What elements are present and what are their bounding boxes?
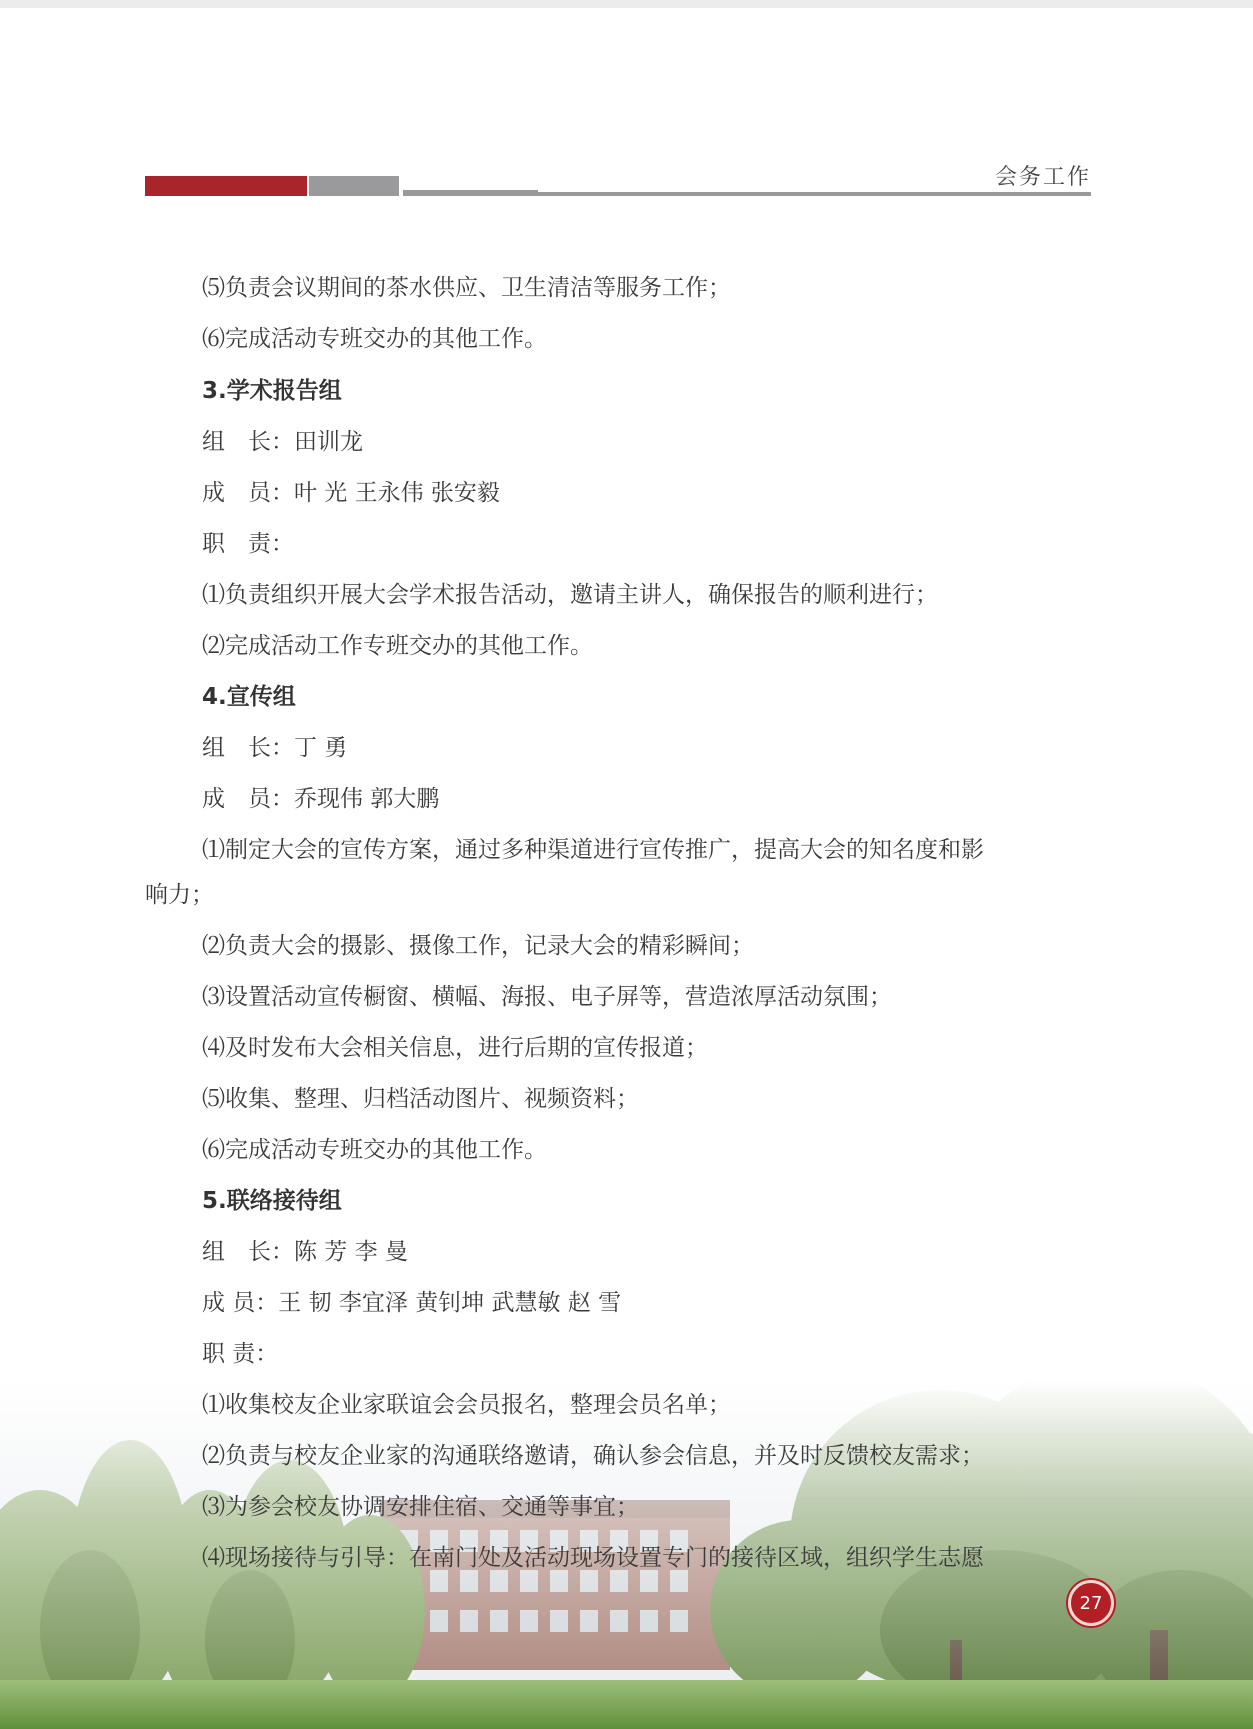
text-line: ⑴制定大会的宣传方案，通过多种渠道进行宣传推广，提高大会的知名度和影	[202, 837, 984, 863]
text-line: 成 员：乔现伟 郭大鹏	[202, 786, 440, 812]
text-line: 组 长：丁 勇	[202, 735, 348, 761]
text-line: ⑶设置活动宣传橱窗、横幅、海报、电子屏等，营造浓厚活动氛围；	[202, 984, 892, 1010]
text-line: 成 员：叶 光 王永伟 张安毅	[202, 480, 500, 506]
text-line: ⑷现场接待与引导：在南门处及活动现场设置专门的接待区域，组织学生志愿	[202, 1545, 984, 1571]
text-line: ⑴收集校友企业家联谊会会员报名，整理会员名单；	[202, 1392, 731, 1418]
header-gray-bar	[309, 176, 399, 196]
text-line: 职 责：	[202, 1341, 279, 1367]
section-title: 会务工作	[994, 165, 1091, 190]
section-heading: 3.学术报告组	[202, 378, 342, 404]
text-line: ⑴负责组织开展大会学术报告活动，邀请主讲人，确保报告的顺利进行；	[202, 582, 938, 608]
text-line: ⑵负责大会的摄影、摄像工作，记录大会的精彩瞬间；	[202, 933, 754, 959]
page-number-badge: 27	[1068, 1580, 1114, 1626]
text-line: ⑹完成活动专班交办的其他工作。	[202, 326, 547, 352]
text-line: 组 长：陈 芳 李 曼	[202, 1239, 408, 1265]
text-line: 响力；	[145, 882, 214, 908]
text-line: ⑷及时发布大会相关信息，进行后期的宣传报道；	[202, 1035, 708, 1061]
text-line: ⑸收集、整理、归档活动图片、视频资料；	[202, 1086, 639, 1112]
section-heading: 5.联络接待组	[202, 1188, 342, 1214]
text-line: 组 长：田训龙	[202, 429, 363, 455]
top-strip	[0, 0, 1253, 8]
section-heading: 4.宣传组	[202, 684, 296, 710]
header-rule-left	[403, 190, 538, 196]
text-line: 成 员：王 韧 李宜泽 黄钊坤 武慧敏 赵 雪	[202, 1290, 622, 1316]
header-rule-right	[538, 192, 1091, 196]
text-line: ⑵完成活动工作专班交办的其他工作。	[202, 633, 593, 659]
text-line: 职 责：	[202, 531, 294, 557]
text-line: ⑶为参会校友协调安排住宿、交通等事宜；	[202, 1494, 639, 1520]
text-line: ⑹完成活动专班交办的其他工作。	[202, 1137, 547, 1163]
text-line: ⑵负责与校友企业家的沟通联络邀请，确认参会信息，并及时反馈校友需求；	[202, 1443, 984, 1469]
text-line: ⑸负责会议期间的茶水供应、卫生清洁等服务工作；	[202, 275, 731, 301]
header-red-bar	[145, 176, 307, 196]
